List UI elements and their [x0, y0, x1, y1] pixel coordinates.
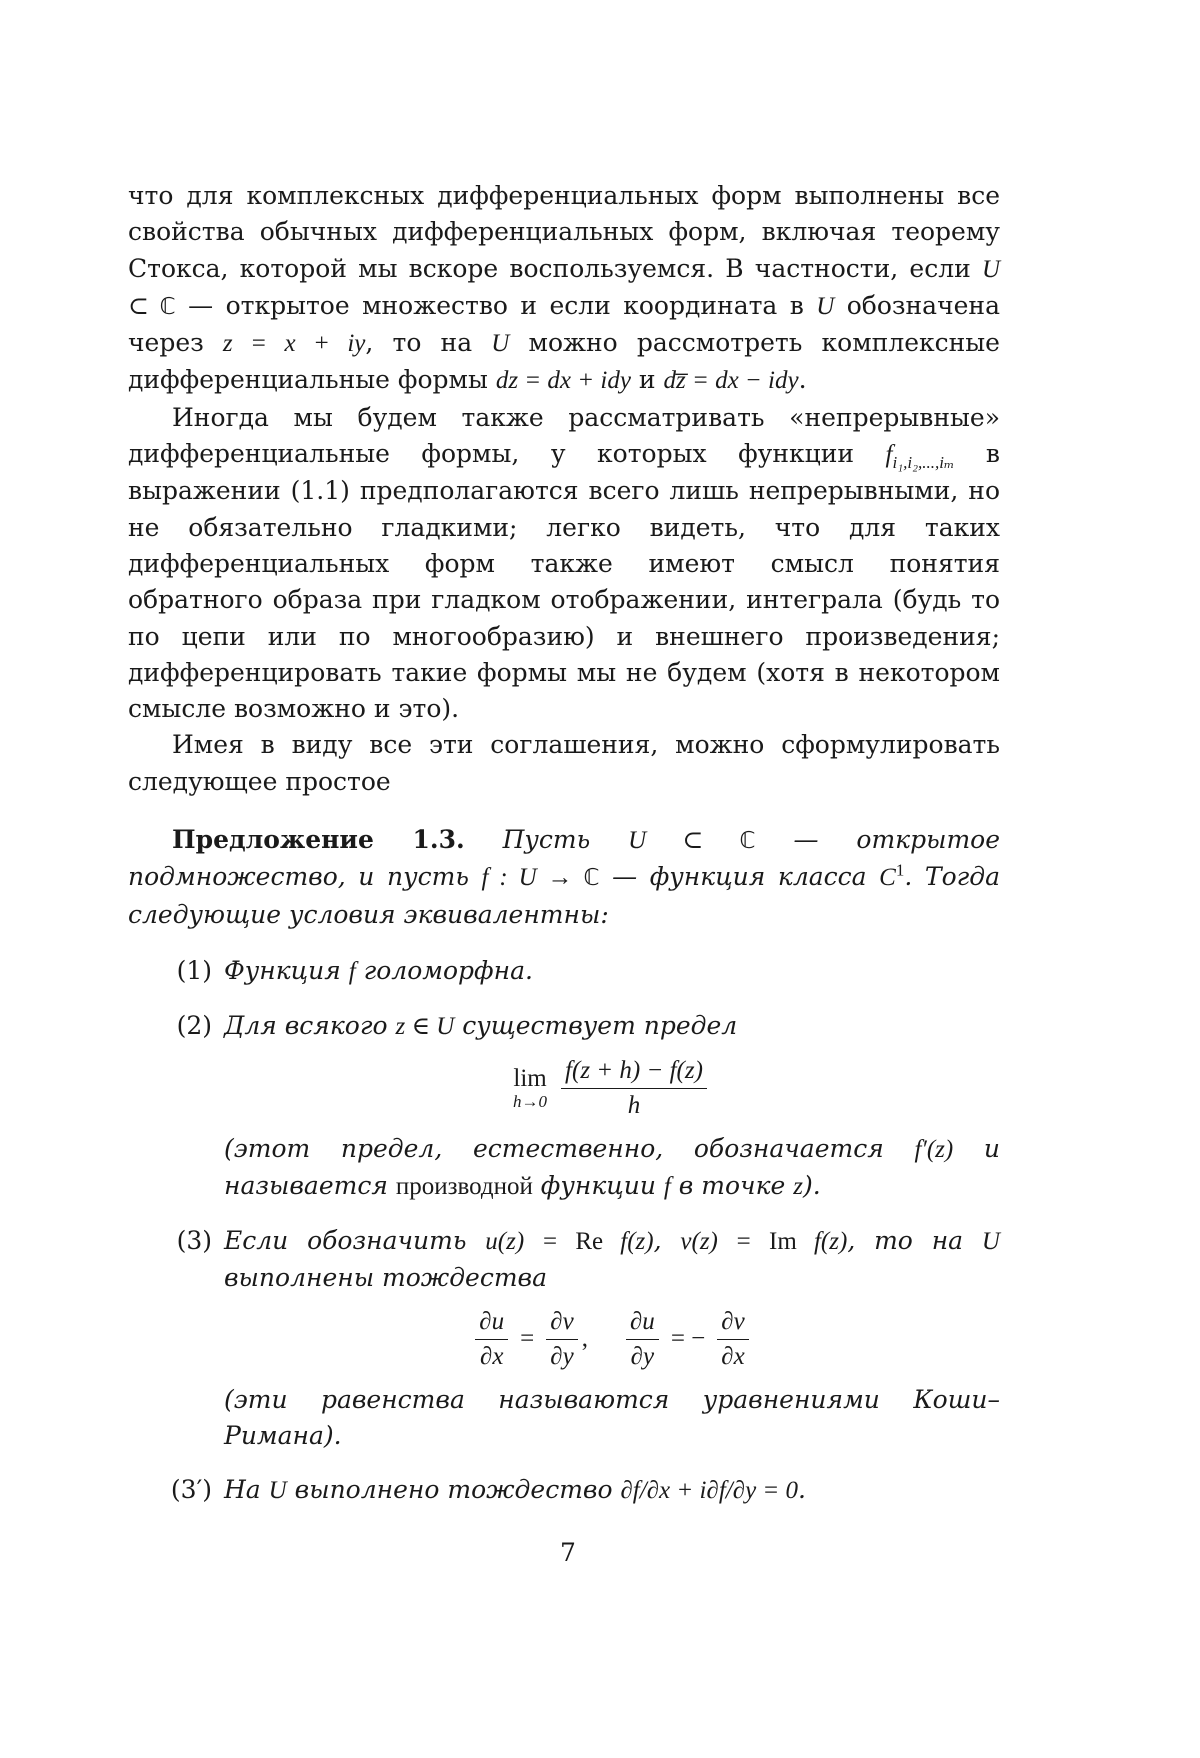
page-number: 7	[0, 1538, 1136, 1567]
comma: ,	[582, 1321, 588, 1357]
text-run: голоморфна.	[356, 956, 533, 985]
text-run: Для всякого	[224, 1011, 395, 1040]
text-run: .	[798, 1475, 806, 1504]
math-inline: U	[982, 1228, 1000, 1255]
math-inline: u(z) =	[485, 1228, 575, 1255]
cauchy-riemann-equations	[224, 1307, 1000, 1372]
fraction-numerator: f(z + h) − f(z)	[561, 1056, 707, 1089]
text-run: в точке	[671, 1171, 793, 1200]
item-text	[224, 1008, 1000, 1045]
text-run: — открытое подмножество, и пусть	[128, 825, 1000, 891]
math-blackboard-c: ℂ	[583, 865, 599, 891]
item-text	[224, 1223, 1000, 1297]
math-inline: U ⊂	[128, 256, 1000, 320]
condition-item-3-prime	[128, 1472, 1000, 1509]
math-inline: dz = dx + idy	[496, 367, 631, 394]
text-body	[128, 178, 1000, 1528]
math-real-part: Re	[575, 1228, 603, 1255]
item-number: (3)	[146, 1223, 212, 1259]
math-inline: z = x + iy	[223, 330, 365, 357]
fraction-numerator: ∂u	[475, 1307, 508, 1340]
math-blackboard-c: ℂ	[740, 828, 756, 854]
fraction-denominator: ∂x	[717, 1340, 748, 1372]
partial-fraction	[475, 1307, 508, 1372]
fraction-denominator: ∂x	[476, 1340, 507, 1372]
math-inline: f	[664, 1173, 671, 1200]
partial-fraction	[717, 1307, 748, 1372]
math-inline: U	[816, 293, 834, 320]
math-inline: z	[793, 1173, 803, 1200]
document-page	[0, 0, 1200, 1758]
limit-word: lim	[513, 1065, 546, 1093]
item-text	[224, 1472, 1000, 1509]
item-number: (2)	[146, 1008, 212, 1044]
equals-sign: =	[520, 1321, 534, 1357]
proposition-label: Предложение 1.3.	[172, 825, 465, 854]
text-run: и называется	[224, 1134, 1000, 1200]
math-inline: dz̅ = dx − idy	[663, 367, 798, 394]
text-run: — открытое множество и если координата в	[176, 291, 817, 320]
math-inline: U	[269, 1477, 287, 1504]
item-number: (1)	[146, 953, 212, 989]
fraction-denominator: h	[624, 1089, 645, 1121]
text-run: Пусть	[465, 825, 628, 854]
math-inline: f	[886, 441, 893, 468]
fraction-numerator: ∂v	[717, 1307, 748, 1340]
math-inline: U ⊂	[628, 827, 739, 854]
text-run: функции	[533, 1171, 664, 1200]
text-run: и	[631, 365, 664, 394]
fraction-numerator: ∂v	[546, 1307, 577, 1340]
text-run: в выражении (1.1) предполагаются всего лишь непрерывными, но не обязательно гладкими; легко видеть, что для таких дифференциальных форм также имеют смысл понятия обратного образа при гладком отображении, интеграла (будь то по цепи или по многообразию) и внешнего произведения; дифференцировать такие формы мы не будем (хотя в некотором смысле возможно и это).	[128, 439, 1000, 723]
math-inline: f : U →	[482, 864, 584, 891]
partial-fraction	[546, 1307, 577, 1372]
condition-item-2	[128, 1008, 1000, 1205]
text-run: выполнено тождество	[287, 1475, 621, 1504]
text-run: существует предел	[454, 1011, 737, 1040]
text-run: обозначена через	[128, 291, 1000, 357]
text-run: что для комплексных дифференциальных форм выполнены все свойства обычных дифференциальных форм, включая теорему Стокса, которой мы вскоре воспользуемся. В частности, если	[128, 181, 1000, 283]
equals-minus-sign: = −	[671, 1321, 705, 1357]
text-run: , то на	[847, 1226, 982, 1255]
text-run: . Тогда следующие условия эквивалентны:	[128, 862, 1000, 928]
math-inline: U	[491, 330, 509, 357]
text-run: (эти равенства называются уравнениями Коши–Римана).	[224, 1385, 1000, 1450]
fraction-numerator: ∂u	[626, 1307, 659, 1340]
math-inline: f(z)	[797, 1228, 847, 1255]
math-subscript: i₁,i₂,...,iₘ	[893, 453, 955, 472]
math-inline: f	[349, 958, 356, 985]
math-superscript: 1	[896, 861, 905, 880]
text-run: , то на	[365, 328, 491, 357]
limit-operator	[513, 1065, 547, 1111]
text-run: Если обозначить	[224, 1226, 485, 1255]
text-run: — функция класса	[600, 862, 880, 891]
text-run: .	[799, 365, 807, 394]
paragraph-continuous-forms	[128, 400, 1000, 728]
condition-item-3	[128, 1223, 1000, 1454]
partial-fraction	[626, 1307, 659, 1372]
item-number: (3′)	[134, 1472, 212, 1508]
condition-list	[128, 953, 1000, 1510]
text-run: Имея в виду все эти соглашения, можно сформулировать следующее простое	[128, 730, 1000, 795]
math-inline: f′(z)	[914, 1136, 953, 1163]
math-inline: f(z)	[603, 1228, 653, 1255]
math-inline: v(z) =	[680, 1228, 769, 1255]
text-run: На	[224, 1475, 269, 1504]
paragraph-conventions	[128, 727, 1000, 800]
proposition-statement	[128, 822, 1000, 933]
fraction-denominator: ∂y	[546, 1340, 577, 1372]
math-blackboard-c: ℂ	[160, 294, 176, 320]
math-inline: z ∈ U	[395, 1013, 454, 1040]
limit-formula	[224, 1056, 1000, 1121]
text-run: выполнены тождества	[224, 1263, 547, 1292]
math-inline: ∂f/∂x + i∂f/∂y = 0	[620, 1477, 798, 1504]
paragraph-forms	[128, 178, 1000, 400]
item-remark	[224, 1382, 1000, 1455]
text-run: Функция	[224, 956, 349, 985]
item-remark	[224, 1131, 1000, 1206]
condition-item-1	[128, 953, 1000, 990]
math-inline: C	[879, 864, 896, 891]
text-run: ,	[654, 1226, 681, 1255]
fraction-denominator: ∂y	[627, 1340, 658, 1372]
difference-quotient	[561, 1056, 707, 1121]
text-run: Иногда мы будем также рассматривать «непрерывные» дифференциальные формы, у которых функции	[128, 403, 1000, 468]
math-imaginary-part: Im	[769, 1228, 797, 1255]
item-text	[224, 953, 1000, 990]
limit-subscript: h→0	[513, 1093, 547, 1111]
text-run: можно рассмотреть комплексные дифференциальные формы	[128, 328, 1000, 394]
text-run: ).	[803, 1171, 821, 1200]
term-derivative: производной	[396, 1173, 533, 1200]
text-run: (этот предел, естественно, обозначается	[224, 1134, 914, 1163]
